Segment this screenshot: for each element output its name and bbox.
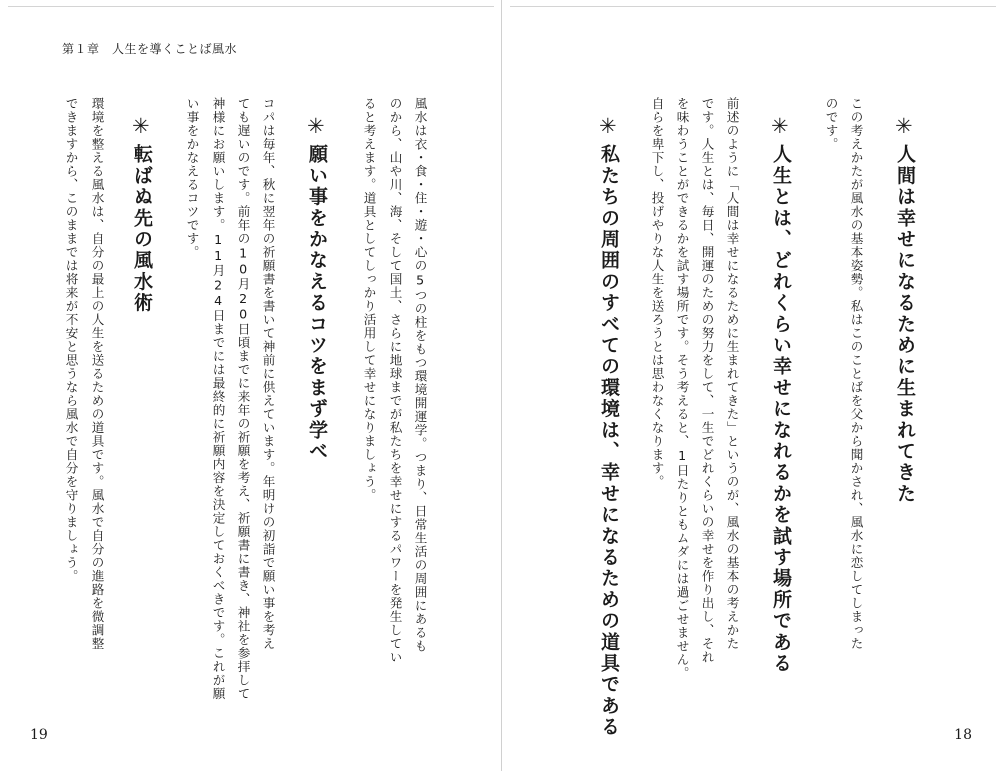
body-line: のから、山や川、海、そして国土、さらに地球までが私たちを幸せにするパワーを発生してい (387, 97, 403, 664)
page-top-rule (510, 6, 996, 7)
section-heading: 人間は幸せになるために生まれてきた (894, 144, 916, 505)
body-line: 自らを卑下し、投げやりな人生を送ろうとは思わなくなります。 (649, 97, 665, 489)
section-heading: 転ばぬ先の風水術 (131, 144, 153, 314)
page-number: 18 (954, 727, 972, 743)
asterisk-icon: ✳ (132, 114, 150, 138)
section-heading: 人生とは、どれくらい幸せになれるかを試す場所である (770, 144, 792, 674)
body-line: 前述のように「人間は幸せになるために生まれてきた」というのが、風水の基本の考えかた (724, 97, 740, 651)
running-header: 第１章 人生を導くことば風水 (62, 42, 238, 56)
page-top-rule (8, 6, 494, 7)
body-line: できますから、このままでは将来が不安と思うなら風水で自分を守りましょう。 (63, 97, 79, 583)
body-line: コパは毎年、秋に翌年の祈願書を書いて神前に供えています。年明けの初詣で願い事を考え (260, 97, 276, 651)
asterisk-icon: ✳ (307, 114, 325, 138)
body-line: 風水は衣・食・住・遊・心の5つの柱をもつ環境開運学。つまり、日常生活の周囲にあるも (412, 97, 428, 653)
asterisk-icon: ✳ (599, 114, 617, 138)
section-heading: 願い事をかなえるコツをまず学べ (306, 144, 328, 462)
body-line: この考えかたが風水の基本姿勢。私はこのことばを父から聞かされ、風水に恋してしまった (848, 97, 864, 651)
body-line: ると考えます。道具としてしっかり活用して幸せになりましょう。 (361, 97, 377, 502)
asterisk-icon: ✳ (895, 114, 913, 138)
body-line: を味わうことができるかを試す場所です。そう考えると、1日たりともムダには過ごせません。 (674, 97, 690, 680)
body-line: 環境を整える風水は、自分の最上の人生を送るための道具です。風水で自分の進路を微調整 (89, 97, 105, 651)
body-line: 神様にお願いします。11月24日までには最終的に祈願内容を決定しておくべきです。これが願 (210, 97, 226, 701)
body-line: い事をかなえるコツです。 (184, 97, 200, 259)
section-heading: 私たちの周囲のすべての環境は、幸せになるための道具である (598, 144, 620, 738)
asterisk-icon: ✳ (771, 114, 789, 138)
body-line: のです。 (823, 97, 839, 151)
body-line: ても遅いのです。前年の10月20日頃までに来年の祈願を考え、祈願書に書き、神社を参拝して (235, 97, 251, 701)
page-number: 19 (30, 727, 48, 743)
body-line: です。人生とは、毎日、開運のための努力をして、一生でどれくらいの幸せを作り出し、それ (699, 97, 715, 664)
right-page (502, 0, 1004, 771)
